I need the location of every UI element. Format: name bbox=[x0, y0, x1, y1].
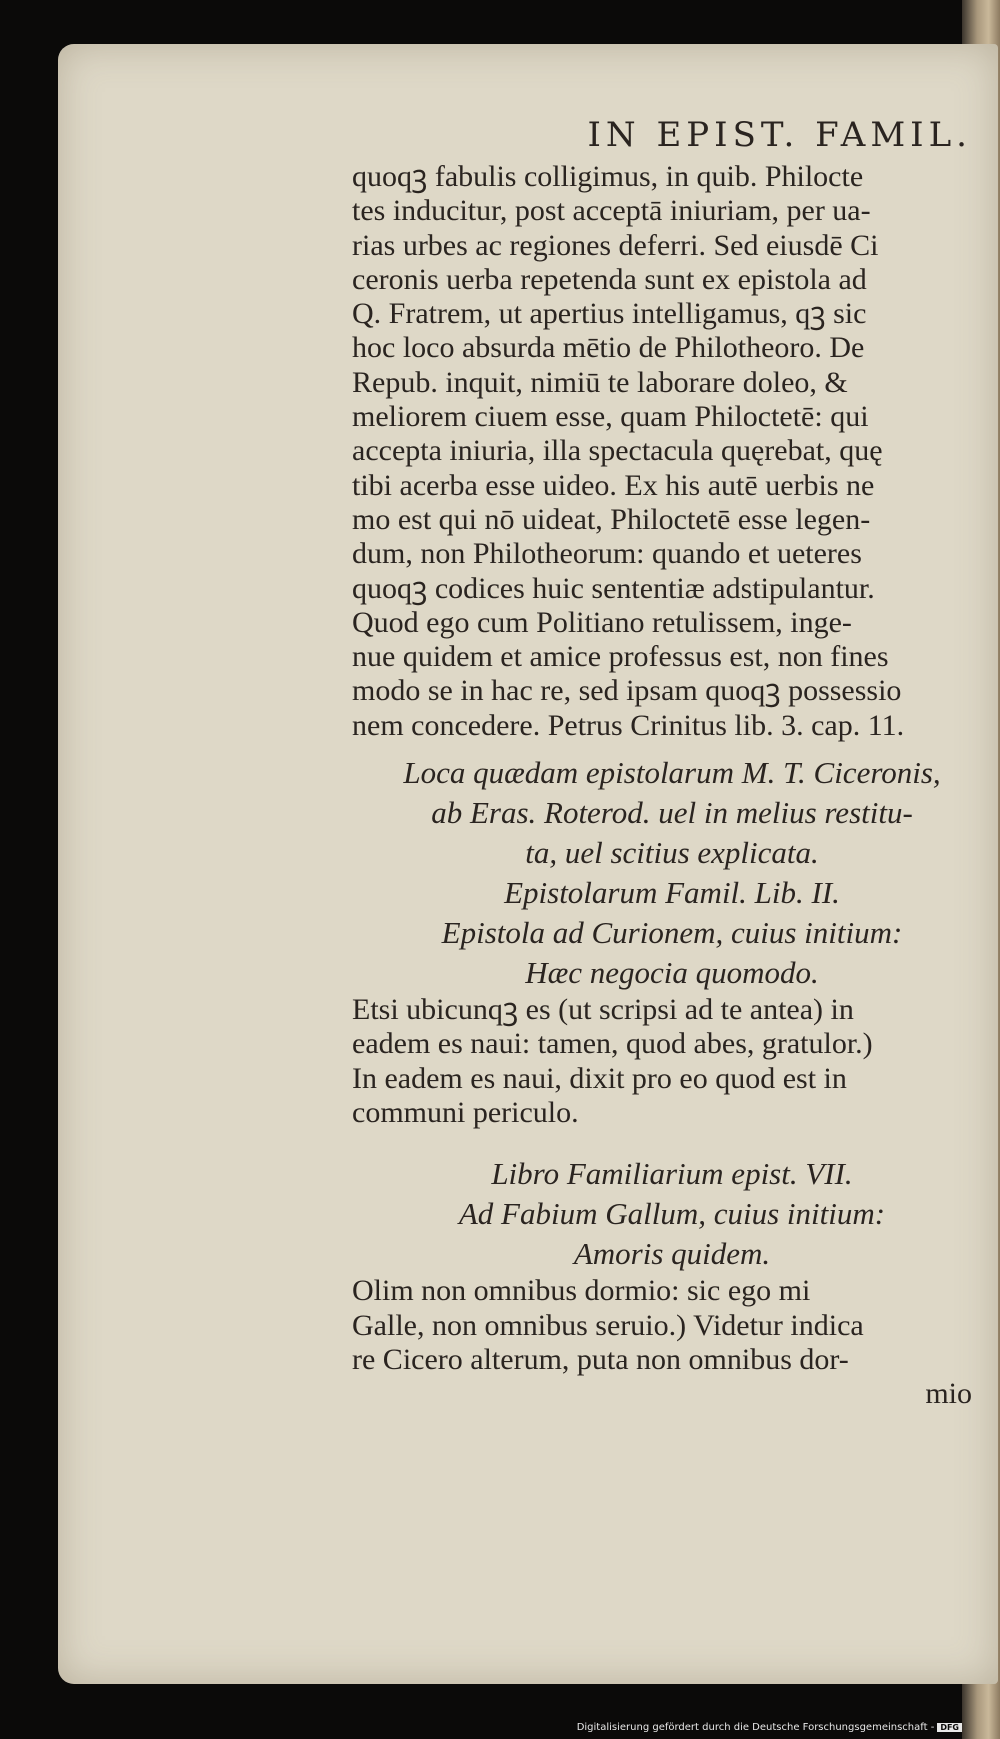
heading-line: Ad Fabium Gallum, cuius initium: bbox=[458, 1196, 886, 1232]
heading-line: Amoris quidem. bbox=[573, 1236, 771, 1272]
dfg-logo: DFG bbox=[937, 1723, 962, 1732]
text-line: rias urbes ac regiones deferri. Sed eiusdē Ci bbox=[352, 228, 879, 262]
text-line: quoqꝫ fabulis colligimus, in quib. Philocte bbox=[352, 160, 864, 193]
catchword: mio bbox=[925, 1377, 972, 1411]
text-line: Galle, non omnibus seruio.) Videtur indica bbox=[352, 1308, 864, 1342]
text-line: nem concedere. Petrus Crinitus lib. 3. cap. 11. bbox=[352, 708, 905, 742]
text-line: dum, non Philotheorum: quando et ueteres bbox=[352, 537, 862, 571]
text-line: hoc loco absurda mētio de Philotheoro. De bbox=[352, 331, 865, 365]
heading-line: ta, uel scitius explicata. bbox=[525, 835, 819, 871]
body-paragraph-1 bbox=[352, 160, 992, 743]
running-header: IN EPIST. FAMIL. bbox=[587, 115, 972, 155]
text-line: Q. Fratrem, ut apertius intelligamus, qꝫ sic bbox=[352, 297, 867, 331]
section-heading-3 bbox=[352, 1154, 992, 1274]
text-line: mo est qui nō uideat, Philoctetē esse legen- bbox=[352, 502, 871, 536]
body-paragraph-2 bbox=[352, 993, 992, 1130]
text-line: Repub. inquit, nimiū te laborare doleo, & bbox=[352, 365, 848, 399]
text-line: Quod ego cum Politiano retulissem, inge- bbox=[352, 605, 852, 639]
text-line: nue quidem et amice professus est, non fines bbox=[352, 640, 889, 674]
text-line: Olim non omnibus dormio: sic ego mi bbox=[352, 1274, 811, 1308]
text-line: meliorem ciuem esse, quam Philoctetē: qui bbox=[352, 400, 869, 434]
heading-line: Epistolarum Famil. Lib. II. bbox=[504, 875, 840, 911]
text-line: accepta iniuria, illa spectacula quęrebat, quę bbox=[352, 434, 883, 468]
heading-line: Epistola ad Curionem, cuius initium: bbox=[441, 915, 903, 951]
text-line: modo se in hac re, sed ipsam quoqꝫ possessio bbox=[352, 674, 902, 708]
heading-line: Hæc negocia quomodo. bbox=[525, 955, 819, 991]
digitization-credit bbox=[577, 1722, 962, 1733]
section-heading-2 bbox=[352, 873, 992, 993]
text-line: re Cicero alterum, puta non omnibus dor- bbox=[352, 1342, 849, 1376]
section-heading-1 bbox=[352, 753, 992, 873]
text-line: tes inducitur, post acceptā iniuriam, per ua- bbox=[352, 194, 871, 228]
heading-line: Libro Familiarium epist. VII. bbox=[491, 1156, 853, 1192]
body-paragraph-3 bbox=[352, 1274, 992, 1411]
credit-text: Digitalisierung gefördert durch die Deutsche Forschungsgemeinschaft - bbox=[576, 1722, 935, 1733]
text-line: In eadem es naui, dixit pro eo quod est in bbox=[352, 1061, 847, 1095]
text-line: eadem es naui: tamen, quod abes, gratulor.) bbox=[352, 1027, 873, 1061]
text-line: Etsi ubicunqꝫ es (ut scripsi ad te antea) in bbox=[352, 993, 854, 1027]
text-line: ceronis uerba repetenda sunt ex epistola ad bbox=[352, 262, 867, 296]
page-text bbox=[352, 110, 992, 1411]
heading-line: Loca quædam epistolarum M. T. Ciceronis, bbox=[403, 755, 941, 791]
text-line: tibi acerba esse uideo. Ex his autē uerbis ne bbox=[352, 468, 875, 502]
text-line: quoqꝫ codices huic sententiæ adstipulantur. bbox=[352, 571, 875, 605]
heading-line: ab Eras. Roterod. uel in melius restitu- bbox=[431, 795, 913, 831]
text-line: communi periculo. bbox=[352, 1095, 579, 1129]
